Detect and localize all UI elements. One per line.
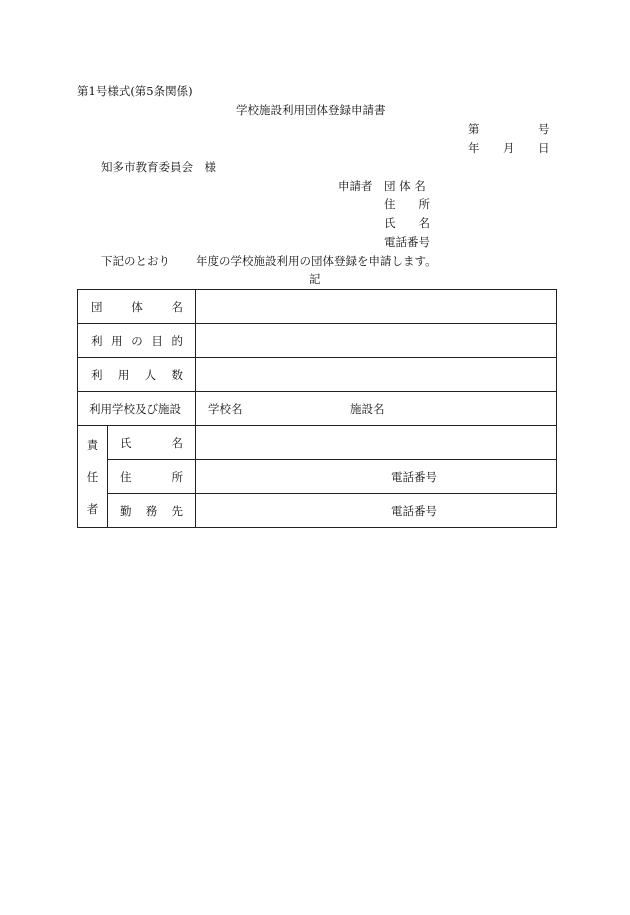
- applicant-address: 住 所: [384, 197, 430, 211]
- value-group-name[interactable]: [196, 290, 557, 324]
- spread-label: [108, 503, 195, 519]
- body-text-after: 年度の学校施設利用の団体登録を申請します。: [196, 254, 437, 268]
- label-group-name: [78, 290, 196, 324]
- label-char: 住: [120, 469, 132, 484]
- facility-name-label: 施設名: [350, 401, 385, 416]
- registration-table: [77, 289, 557, 528]
- applicant-label: 申請者: [338, 179, 373, 193]
- resp-address-phone-label: 電話番号: [391, 469, 437, 484]
- facility-label-text: 利用学校及び施設: [89, 401, 181, 416]
- label-resp-address: [108, 460, 196, 494]
- label-char: 名: [171, 435, 183, 450]
- table-row-resp-name: [78, 426, 557, 460]
- label-char: 体: [131, 299, 143, 314]
- spread-label: [78, 333, 195, 349]
- resp-char-2: 任: [86, 469, 99, 484]
- label-char: の: [131, 333, 143, 348]
- value-resp-workplace[interactable]: [196, 494, 557, 528]
- table-row-resp-address: [78, 460, 557, 494]
- date-day: 日: [538, 141, 550, 155]
- date-month: 月: [503, 141, 515, 155]
- document-title: 学校施設利用団体登録申請書: [236, 103, 386, 117]
- value-resp-address[interactable]: [196, 460, 557, 494]
- resp-char-3: 者: [86, 501, 99, 516]
- form-number: 第1号様式(第5条関係): [77, 84, 193, 98]
- table-row-resp-workplace: [78, 494, 557, 528]
- table-row-purpose: [78, 324, 557, 358]
- table-row-group-name: [78, 290, 557, 324]
- value-headcount[interactable]: [196, 358, 557, 392]
- label-char: 利: [91, 367, 103, 382]
- body-text-before: 下記のとおり: [101, 254, 170, 268]
- label-char: 所: [171, 469, 183, 484]
- label-char: 人: [144, 367, 157, 382]
- value-facility[interactable]: [196, 392, 557, 426]
- number-prefix: 第: [468, 122, 480, 136]
- value-resp-name[interactable]: [196, 426, 557, 460]
- label-facility: [78, 392, 196, 426]
- label-char: 勤: [120, 503, 132, 518]
- spread-label: [78, 299, 195, 315]
- label-char: 務: [145, 503, 158, 518]
- label-char: 用: [117, 367, 130, 382]
- applicant-name: 氏 名: [384, 216, 430, 230]
- label-char: 数: [171, 367, 183, 382]
- addressee: 知多市教育委員会 様: [101, 160, 216, 174]
- label-resp-workplace: [108, 494, 196, 528]
- label-purpose: [78, 324, 196, 358]
- responsible-person-label: [78, 426, 108, 528]
- date-year: 年: [468, 141, 480, 155]
- resp-workplace-phone-label: 電話番号: [391, 503, 437, 518]
- value-purpose[interactable]: [196, 324, 557, 358]
- spread-label: [108, 469, 195, 485]
- spread-label: [78, 367, 195, 383]
- label-headcount: [78, 358, 196, 392]
- applicant-group-name: 団 体 名: [384, 179, 426, 193]
- resp-char-1: 責: [86, 437, 99, 452]
- table-row-facility: [78, 392, 557, 426]
- school-name-label: 学校名: [208, 401, 243, 416]
- label-char: 利: [91, 333, 103, 348]
- label-char: 氏: [120, 435, 132, 450]
- label-char: 先: [171, 503, 183, 518]
- label-char: 的: [171, 333, 183, 348]
- ki-mark: 記: [309, 272, 321, 286]
- label-char: 目: [151, 333, 163, 348]
- number-suffix: 号: [538, 122, 550, 136]
- applicant-phone: 電話番号: [384, 235, 430, 249]
- spread-label: [108, 435, 195, 451]
- label-char: 用: [111, 333, 123, 348]
- label-resp-name: [108, 426, 196, 460]
- label-char: 団: [91, 299, 103, 314]
- table-row-headcount: [78, 358, 557, 392]
- label-char: 名: [171, 299, 183, 314]
